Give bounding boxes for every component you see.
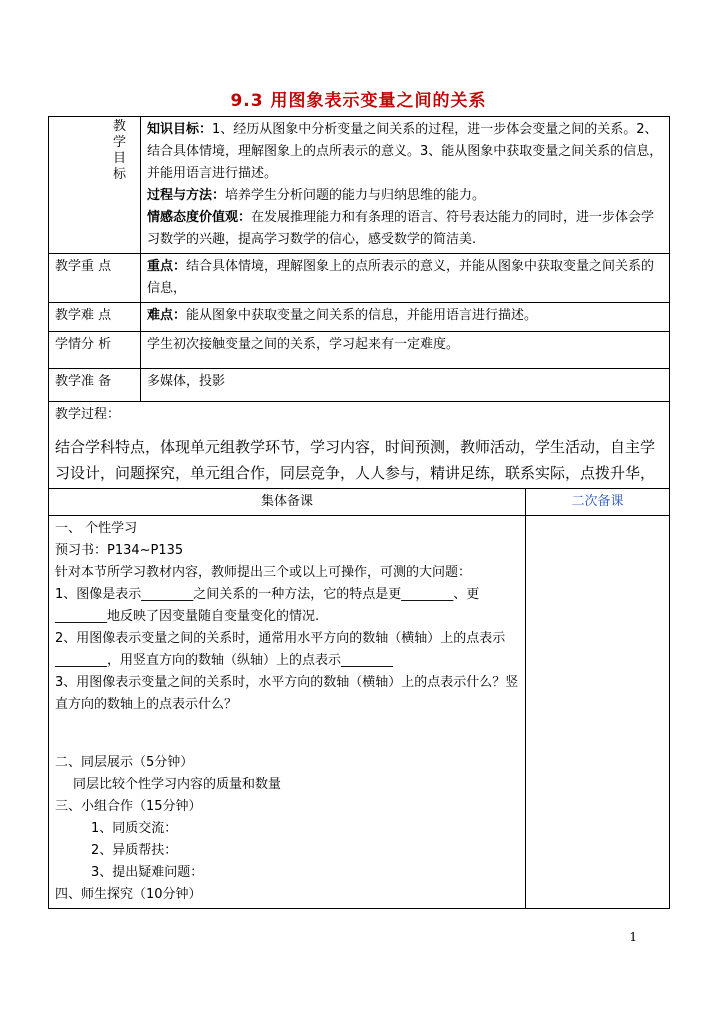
process-text: 结合学科特点，体现单元组教学环节，学习内容，时间预测，教师活动，学生活动，自主学习设计，问题探究，单元组合作，同层竞争，人人参与，精讲足练，联系实际，点拨升华， [55,438,656,482]
section-2: 二、同层展示（5分钟） [55,755,194,770]
knowledge-text: 1、经历从图象中分析变量之间关系的过程，进一步体会变量之间的关系。2、结合具体情境，理解图象上的点所表示的意义。3、能从图象中获取变量之间关系的信息，并能用语言进行描述。 [147,122,663,181]
process-head: 过程与方法： [147,188,226,203]
secondary-header: 二次备课 [526,489,670,516]
section-3-item-3: 3、提出疑难问题： [91,865,204,880]
student-analysis-row [49,332,670,369]
section-3: 三、小组合作（15分钟） [55,799,202,814]
objectives-content [141,117,670,254]
process-text: 培养学生分析问题的能力与归纳思维的能力。 [225,188,486,203]
key-points-content [141,254,670,303]
section-4: 四、师生探究（10分钟） [55,887,202,902]
key-points-head: 重点： [147,259,187,274]
question-3: 3、用图像表示变量之间的关系时，水平方向的数轴（横轴）上的点表示什么？竖直方向的数轴上的点表示什么？ [55,675,519,712]
student-analysis-label: 学情分 析 [49,332,141,369]
difficulties-head: 难点： [147,308,187,323]
objectives-label: 教学目标 [113,119,127,182]
page-title: 9.3 用图象表示变量之间的关系 [230,91,487,111]
difficulties-text: 能从图象中获取变量之间关系的信息，并能用语言进行描述。 [186,308,538,323]
section-1: 一、 个性学习 [55,521,138,536]
process-cell [49,402,670,489]
objectives-row [49,117,670,254]
preparation-text: 多媒体，投影 [141,369,670,402]
knowledge-head: 知识目标： [147,122,213,137]
section-2-text: 同层比较个性学习内容的质量和数量 [73,777,282,792]
difficulties-row [49,303,670,332]
secondary-body [526,516,670,909]
planning-body-row [49,516,670,909]
objectives-label-cell [49,117,141,254]
section-3-item-2: 2、异质帮扶： [91,843,178,858]
emotion-objective [147,207,663,251]
lesson-plan-table [48,116,670,909]
preview-pages: 预习书：P134~P135 [55,543,184,558]
process-row [49,402,670,489]
key-points-row [49,254,670,303]
key-points-text: 结合具体情境，理解图象上的点所表示的意义，并能从图象中获取变量之间关系的信息， [147,259,655,296]
preparation-label: 教学准 备 [49,369,141,402]
scribble-mark [55,426,663,434]
student-analysis-text: 学生初次接触变量之间的关系，学习起来有一定难度。 [141,332,670,369]
spacer [55,716,519,752]
section-3-item-1: 1、同质交流： [91,821,178,836]
process-objective [147,185,663,207]
intro-text: 针对本节所学习教材内容，教师提出三个或以上可操作，可测的大问题： [55,565,472,580]
difficulties-label: 教学难 点 [49,303,141,332]
question-1: 1、图像是表示________之间关系的一种方法，它的特点是更________、更________地反映了因变量随自变量变化的情况. [55,587,480,624]
emotion-head: 情感态度价值观： [147,210,252,225]
key-points-label: 教学重 点 [49,254,141,303]
page-number: 1 [629,930,637,944]
difficulties-content [141,303,670,332]
preparation-row [49,369,670,402]
process-label: 教学过程： [55,407,121,422]
planning-header-row [49,489,670,516]
collective-body [49,516,526,909]
knowledge-objective [147,119,663,185]
collective-header: 集体备课 [49,489,526,516]
emotion-text: 在发展推理能力和有条理的语言、符号表达能力的同时，进一步体会学习数学的兴趣，提高学习数学的信心，感受数学的简洁美. [147,210,655,247]
question-2: 2、用图像表示变量之间的关系时，通常用水平方向的数轴（横轴）上的点表示________，用竖直方向的数轴（纵轴）上的点表示________ [55,631,506,668]
